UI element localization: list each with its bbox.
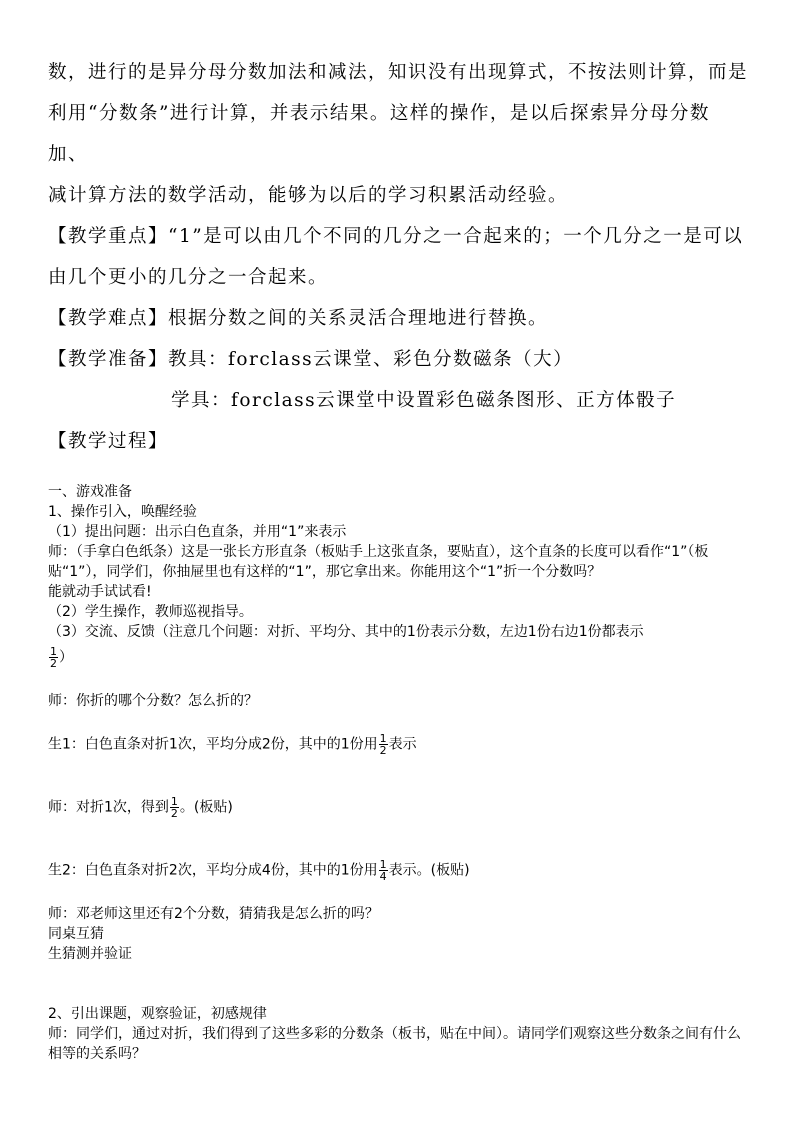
teacher-line-1: 师：（手拿白色纸条）这是一张长方形直条（板贴手上这张直条，要贴直），这个直条的长度可以看作“1”（板贴“1”），同学们，你抽屉里也有这样的“1”，那它拿出来。你能用这个“1”折一个分数吗？ <box>48 544 709 580</box>
section-1 <box>48 482 748 964</box>
intro-line-3: 减计算方法的数学活动，能够为以后的学习积累活动经验。 <box>48 185 569 206</box>
key-point-line-2: 由几个更小的几分之一合起来。 <box>48 267 329 288</box>
intro-line-1: 数，进行的是异分母分数加法和减法，知识没有出现算式，不按法则计算，而是 <box>48 62 749 83</box>
desk-mate-guess: 同桌互猜 <box>48 926 104 942</box>
key-point-line-1: 【教学重点】“1”是可以由几个不同的几分之一合起来的；一个几分之一是可以 <box>48 226 744 247</box>
item-3-fraction-line: $\frac{1}{2}$ ） <box>50 645 73 670</box>
item-1: （1）提出问题：出示白色直条，并用“1”来表示 <box>48 524 347 540</box>
item-3: （3）交流、反馈（注意几个问题：对折、平均分、其中的1份表示分数，左边1份右边1份都表示 <box>48 624 644 640</box>
difficulty-line: 【教学难点】根据分数之间的关系灵活合理地进行替换。 <box>48 308 549 329</box>
fraction-one-half: $\frac{1}{2}$ <box>379 732 387 757</box>
section-1-title: 一、游戏准备 <box>48 484 132 500</box>
process-heading: 【教学过程】 <box>48 431 169 452</box>
intro-line-2: 利用“分数条”进行计算，并表示结果。这样的操作，是以后探索异分母分数加、 <box>48 103 710 165</box>
student-1-answer: 生1：白色直条对折1次，平均分成2份，其中的1份用 $\frac{1}{2}$ 表示 <box>48 732 417 757</box>
teacher-line-2: 师：对折1次，得到 $\frac{1}{2}$ 。(板贴) <box>48 795 233 820</box>
student-verify: 生猜测并验证 <box>48 946 132 962</box>
teacher-question: 师：你折的哪个分数？怎么折的？ <box>48 693 258 709</box>
section-2-subtitle: 2、引出课题，观察验证，初感规律 <box>48 1006 267 1022</box>
teacher-line-1b: 能就动手试试看! <box>48 584 152 600</box>
item-2: （2）学生操作，教师巡视指导。 <box>48 604 253 620</box>
preparation-line-2: 学具：forclass云课堂中设置彩色磁条图形、正方体骰子 <box>171 390 677 411</box>
teacher-line-3: 师：邓老师这里还有2个分数，猜猜我是怎么折的吗？ <box>48 906 379 922</box>
fraction-one-half: $\frac{1}{2}$ <box>50 645 57 670</box>
section-2-teacher: 师：同学们，通过对折，我们得到了这些多彩的分数条（板书，贴在中间）。请同学们观察这些分数条之间有什么相等的关系吗？ <box>48 1026 741 1062</box>
section-1-subtitle: 1、操作引入，唤醒经验 <box>48 504 197 520</box>
fraction-one-quarter: $\frac{1}{4}$ <box>379 858 387 883</box>
preparation-line-1: 【教学准备】教具：forclass云课堂、彩色分数磁条（大） <box>48 349 574 370</box>
student-2-answer: 生2：白色直条对折2次，平均分成4份，其中的1份用 $\frac{1}{4}$ 表示。(板贴) <box>48 858 470 883</box>
intro-paragraph <box>48 52 748 462</box>
document-page <box>48 52 748 1064</box>
section-2 <box>48 1004 748 1064</box>
fraction-one-half: $\frac{1}{2}$ <box>170 795 178 820</box>
